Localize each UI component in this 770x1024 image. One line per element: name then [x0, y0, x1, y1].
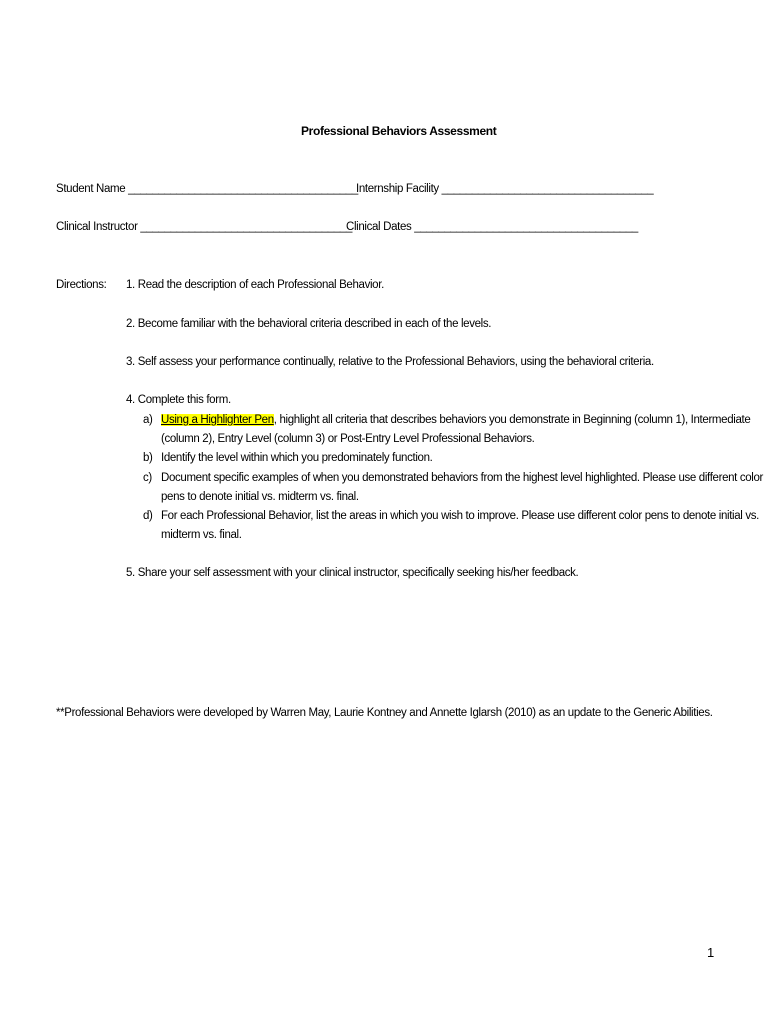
direction-step-4: 4. Complete this form. — [126, 394, 231, 406]
substep-d-line1: For each Professional Behavior, list the areas in which you wish to improve. Please use different color pens to denote initial vs. — [161, 510, 759, 522]
highlighter-pen-text: Using a Highlighter Pen — [161, 414, 274, 426]
substep-c-marker: c) — [143, 472, 152, 484]
page-title: Professional Behaviors Assessment — [301, 124, 497, 138]
direction-step-5: 5. Share your self assessment with your clinical instructor, specifically seeking his/her feedback. — [126, 567, 579, 579]
substep-d-marker: d) — [143, 510, 153, 522]
substep-a-marker: a) — [143, 414, 153, 426]
footnote: **Professional Behaviors were developed by Warren May, Laurie Kontney and Annette Iglarsh (2010) as an update to the Generic Abilities. — [56, 707, 713, 719]
substep-b-line1: Identify the level within which you predominately function. — [161, 452, 433, 464]
clinical-instructor-field: Clinical Instructor ___________________________________ — [56, 221, 352, 233]
direction-step-1: 1. Read the description of each Professional Behavior. — [126, 279, 384, 291]
substep-c-line1: Document specific examples of when you demonstrated behaviors from the highest level highlighted. Please use different color — [161, 472, 764, 484]
substep-d-line2: midterm vs. final. — [161, 529, 242, 541]
student-name-field: Student Name ______________________________________ — [56, 183, 358, 195]
substep-a-text: , highlight all criteria that describes behaviors you demonstrate in Beginning (column 1), Intermediate — [273, 414, 751, 426]
substep-b-marker: b) — [143, 452, 153, 464]
direction-step-3: 3. Self assess your performance continually, relative to the Professional Behaviors, using the behavioral criteria. — [126, 356, 654, 368]
substep-c-line2: pens to denote initial vs. midterm vs. final. — [161, 491, 359, 503]
clinical-dates-field: Clinical Dates _____________________________________ — [346, 221, 638, 233]
internship-facility-field: Internship Facility ___________________________________ — [356, 183, 654, 195]
page-number: 1 — [707, 945, 714, 960]
directions-label: Directions: — [56, 279, 107, 291]
direction-step-2: 2. Become familiar with the behavioral criteria described in each of the levels. — [126, 318, 492, 330]
substep-a-line1 — [161, 412, 750, 428]
substep-a-line2: (column 2), Entry Level (column 3) or Post-Entry Level Professional Behaviors. — [161, 433, 535, 445]
